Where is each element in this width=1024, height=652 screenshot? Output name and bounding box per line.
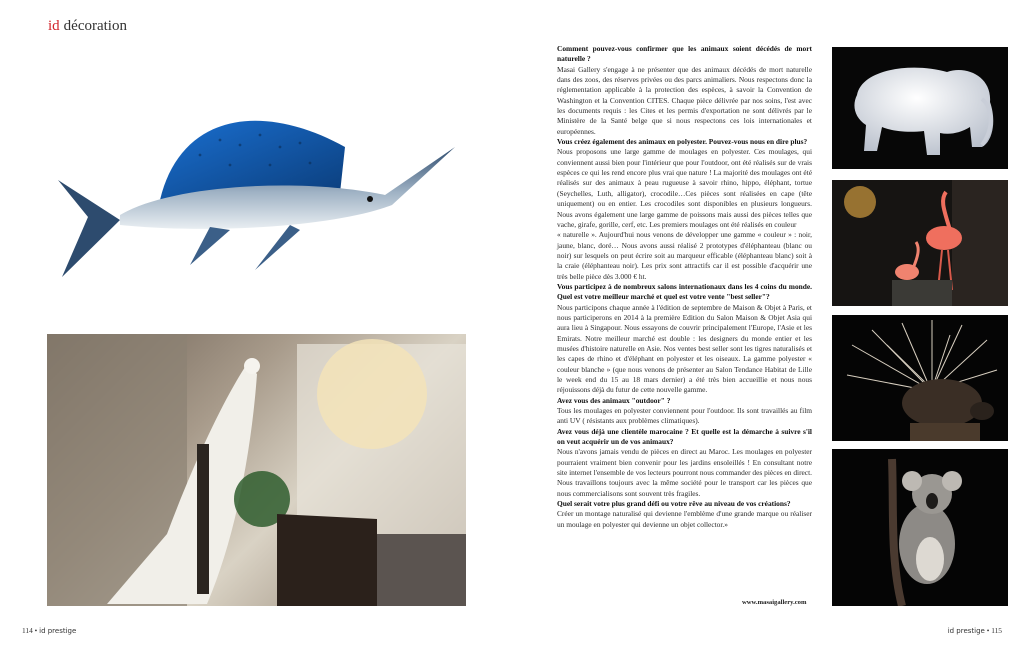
section-title: décoration bbox=[63, 18, 127, 34]
section-header bbox=[48, 18, 127, 35]
magazine-brand: id prestige bbox=[39, 627, 77, 635]
footer-right bbox=[948, 626, 1002, 635]
section-id-label: id bbox=[48, 18, 60, 34]
page-number: 114 bbox=[22, 626, 33, 635]
sailfish-image bbox=[40, 85, 470, 300]
elephant-sculpture-image bbox=[832, 47, 1008, 169]
folio-separator: • bbox=[34, 626, 38, 635]
answer-paragraph: « naturelle ». Aujourd'hui nous venons de développer une gamme « couleur » : noir, jaune, blanc, doré… Nous avons aussi réalisé 2 prototypes d'éléphanteau (blanc ou noir) sur lesquels on peut écrire soit au marqueur efficable (éléphanteau blanc) soit à la craie (éléphanteau noir). Les prix sont attractifs car il est possible d'acquérir une très belle pièce dès 3.000 € ht. bbox=[557, 230, 812, 281]
folio-separator: • bbox=[986, 626, 990, 635]
footer-left bbox=[22, 626, 76, 635]
answer-paragraph: Nous n'avons jamais vendu de pièces en direct au Maroc. Les moulages en polyester pourraient vraiment bien convenir pour les jardins ensoleillés ! En consultant notre site internet l'ensemble de vos lecteurs pourront nous commander des pièces en direct. Nous travaillons toujours avec la même société pour le transport car les pièces que nous commercialisons sont souvent très fragiles. bbox=[557, 447, 812, 498]
article-text bbox=[557, 44, 812, 530]
question-paragraph: Avez vous déjà une clientèle marocaine ? Et quelle est la démarche à suivre s'il on veut acquérir un de vos animaux? bbox=[557, 426, 812, 447]
magazine-brand: id prestige bbox=[947, 627, 985, 635]
answer-paragraph: Nous participons chaque année à l'édition de septembre de Maison & Objet à Paris, et nous participerons en 2014 à la première Edition du Salon Maison & Objet Asia qui aura lieu à Singapour. Nous essayons de couvrir principalement l'Europe, l'Asie et les Emirats. Notre meilleur marché est double : les designers du monde entier et les musées d'histoire naturelle en Asie. Nos ventes best seller sont les tigres naturalisés et les capes de rhino et d'éléphant en polyester et les oiseaux. La gamme polyester « couleur blanche » (que nous venons de présenter au Salon Tendance Habitat de Lille le week end du 15 au 18 mars dernier) a été très bien accueillie et nous nous réjouissons déjà du futur de cette nouvelle gamme. bbox=[557, 302, 812, 395]
answer-paragraph: Nous proposons une large gamme de moulages en polyester. Ces moulages, qui conviennent aussi bien pour l'intérieur que pour l'outdoor, ont été réalisés sur de vrais espèces ce qui les rend encore plus vrai que nature ! La majorité des moulages ont été réalisés sur des animaux à peau rugueuse à savoir rhino, hippo, éléphant, tortue (Seychelles, Luth, alligator), crocodile…Ces pièces sont réalisées en cape (tête uniquement) ou en entier. Les crocodiles sont disponibles en plusieurs longueurs. Nous avons également une large gamme de poissons mais aussi des pièces telles que vache, girafe, gorille, cerf, etc. Les premiers moulages ont été réalisés en couleur bbox=[557, 147, 812, 229]
answer-paragraph: Masai Gallery s'engage à ne présenter que des animaux décédés de mort naturelle dans des zoos, des réserves privées ou des parcs animaliers. Nous respectons donc la réglementation applicable à la protection des espèces, à savoir la Convention de Washington et la Convention CITES. Chaque pièce délivrée par nos soins, l'est avec les documents requis : les Cites et les permis d'exportation ne sont délivrés par le Ministère de la Santé belge que si nous respectons ces lois internationales et européennes. bbox=[557, 64, 812, 136]
flamingo-display-image bbox=[832, 180, 1008, 306]
answer-paragraph: Créer un montage naturalisé qui devienne l'emblème d'une grande marque ou réaliser un moulage en polyester qui devienne un objet collector.» bbox=[557, 509, 812, 529]
answer-paragraph: Tous les moulages en polyester conviennent pour l'outdoor. Ils sont travaillés au film anti UV ( résistants aux problèmes climatiques). bbox=[557, 406, 812, 426]
question-paragraph: Quel serait votre plus grand défi ou votre rêve au niveau de vos créations? bbox=[557, 499, 791, 509]
question-paragraph: Comment pouvez-vous confirmer que les animaux soient décédés de mort naturelle ? bbox=[557, 44, 812, 64]
question-paragraph: Vous créez également des animaux en polyester. Pouvez-vous nous en dire plus? bbox=[557, 137, 808, 147]
website-link[interactable]: www.masaigallery.com bbox=[742, 599, 807, 606]
question-paragraph: Avez vous des animaux "outdoor" ? bbox=[557, 395, 671, 405]
porcupine-image bbox=[832, 315, 1008, 441]
question-paragraph: Vous participez à de nombreux salons internationaux dans les 4 coins du monde. Quel est votre meilleur marché et quel est votre vente "best seller"? bbox=[557, 281, 812, 302]
peacock-interior-image bbox=[47, 334, 466, 606]
page-number: 115 bbox=[991, 626, 1002, 635]
koala-image bbox=[832, 449, 1008, 606]
